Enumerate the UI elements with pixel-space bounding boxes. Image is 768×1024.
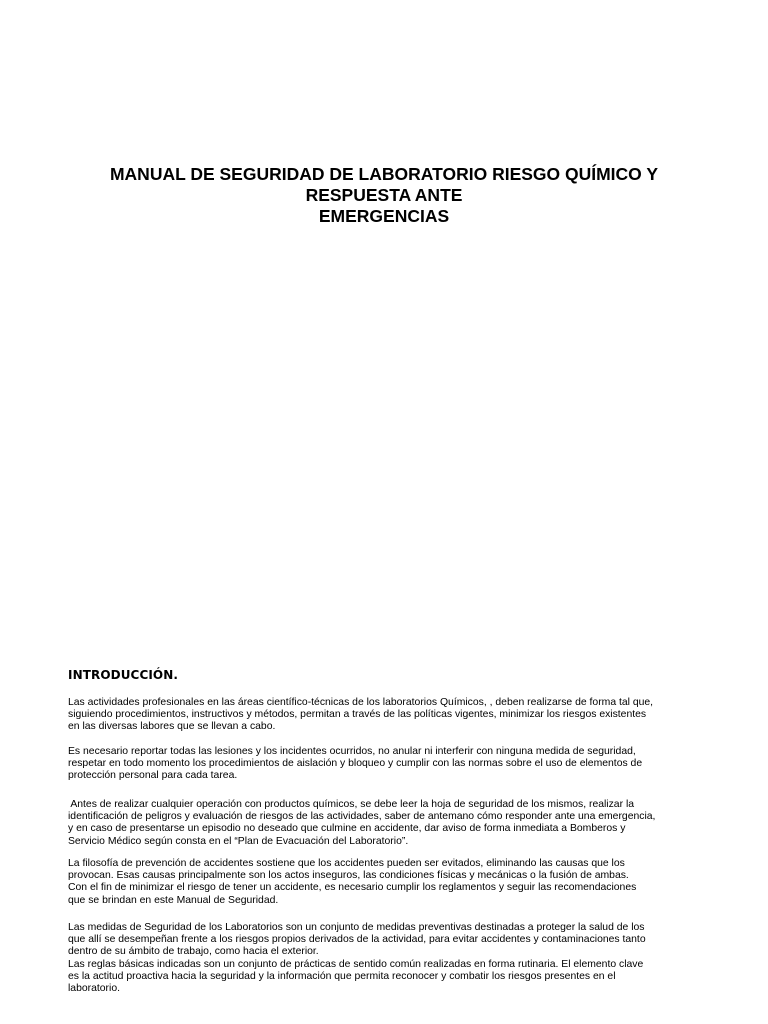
paragraph-line: Las actividades profesionales en las áreas científico-técnicas de los laboratorios Químicos, , deben realizarse de forma tal que, — [68, 697, 654, 708]
title-line: RESPUESTA ANTE — [305, 185, 463, 205]
paragraph-line: La filosofía de prevención de accidentes sostiene que los accidentes pueden ser evitados, eliminando las causas que los — [68, 858, 625, 869]
paragraph-line: y en caso de presentarse un episodio no deseado que culmine en accidente, dar aviso de forma inmediata a Bomberos y — [68, 823, 626, 835]
paragraph-line: identificación de peligros y evaluación de riesgos de las actividades, saber de antemano cómo responder ante una emergencia, — [68, 811, 656, 823]
title-line: MANUAL DE SEGURIDAD DE LABORATORIO RIESGO QUÍMICO Y — [109, 164, 659, 184]
paragraph-line: Antes de realizar cualquier operación con productos químicos, se debe leer la hoja de seguridad de los mismos, realizar la — [68, 799, 635, 810]
paragraph-line: Servicio Médico según consta en el “Plan de Evacuación del Laboratorio”. — [68, 835, 409, 847]
paragraph-line: que allí se desempeñan frente a los riesgos propios derivados de la actividad, para evitar accidentes y contaminaciones tanto — [68, 934, 646, 946]
paragraph-line: que se brindan en este Manual de Seguridad. — [68, 894, 279, 906]
paragraph-3 — [68, 799, 708, 848]
paragraph-line: Las reglas básicas indicadas son un conjunto de prácticas de sentido común realizadas en forma rutinaria. El elemento clave — [68, 958, 644, 970]
paragraph-line: dentro de su ámbito de trabajo, como hacia el exterior. — [68, 946, 319, 958]
paragraph-line: Las medidas de Seguridad de los Laboratorios son un conjunto de medidas preventivas destinadas a proteger la salud de los — [68, 922, 645, 933]
paragraph-5 — [68, 922, 708, 995]
title-line: EMERGENCIAS — [318, 206, 450, 226]
paragraph-line: laboratorio. — [68, 983, 120, 995]
paragraph-line: siguiendo procedimientos, instructivos y métodos, permitan a través de las políticas vigentes, minimizar los riesgos existentes — [68, 709, 647, 721]
paragraph-line: Con el fin de minimizar el riesgo de tener un accidente, es necesario cumplir los reglamentos y seguir las recomendaciones — [68, 882, 637, 894]
paragraph-line: es la actitud proactiva hacia la seguridad y la información que permita reconocer y combatir los riesgos presentes en el — [68, 970, 616, 982]
paragraph-4 — [68, 858, 708, 907]
paragraph-line: respetar en todo momento los procedimientos de aislación y bloqueo y cumplir con las normas sobre el uso de elementos de — [68, 758, 643, 770]
section-heading-introduccion: INTRODUCCIÓN. — [68, 668, 179, 682]
document-title — [40, 164, 728, 227]
paragraph-line: Es necesario reportar todas las lesiones y los incidentes ocurridos, no anular ni interferir con ninguna medida de seguridad, — [68, 746, 636, 757]
paragraph-line: protección personal para cada tarea. — [68, 770, 238, 782]
paragraph-line: en las diversas labores que se llevan a cabo. — [68, 721, 276, 733]
paragraph-line: provocan. Esas causas principalmente son los actos inseguros, las condiciones físicas y mecánicas o la fusión de ambas. — [68, 870, 629, 882]
paragraph-1 — [68, 697, 708, 734]
paragraph-2 — [68, 746, 708, 783]
